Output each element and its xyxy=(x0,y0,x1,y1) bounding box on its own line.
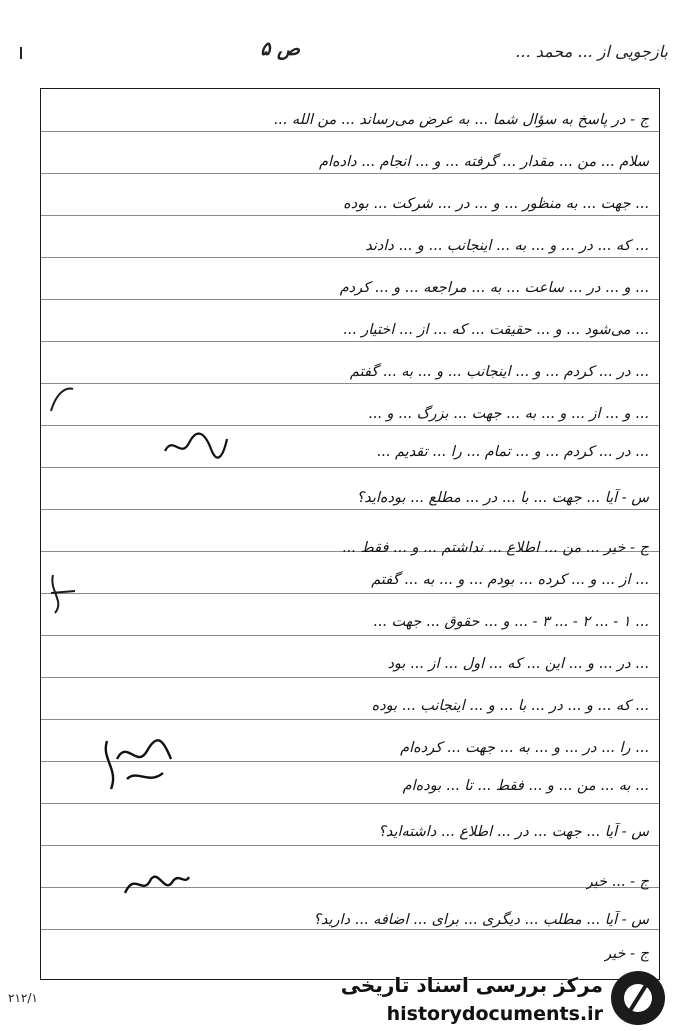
header-caption: بازجویی از ... محمد ... xyxy=(515,42,668,61)
ruled-line xyxy=(41,593,659,594)
handwritten-line: ... در ... کردم ... و ... تمام ... را ... تقدیم ... xyxy=(376,444,649,460)
archive-name: مرکز بررسی اسناد تاریخی xyxy=(340,973,603,997)
handwritten-line: س - آیا ... جهت ... در ... اطلاع ... داشته‌اید؟ xyxy=(378,824,649,840)
page-reference: ۲۱۲/۱ xyxy=(8,991,38,1005)
handwritten-line: ... که ... در ... و ... به ... اینجانب ... و ... دادند xyxy=(365,238,649,254)
ruled-line xyxy=(41,509,659,510)
ruled-line xyxy=(41,845,659,846)
signature xyxy=(161,429,231,463)
archive-logo xyxy=(611,971,665,1025)
ruled-line xyxy=(41,299,659,300)
handwritten-line: ... را ... در ... و ... به ... جهت ... کرده‌ام xyxy=(400,740,649,756)
handwritten-line: ... جهت ... به منظور ... و ... در ... شرکت ... بوده xyxy=(343,196,649,212)
ruled-line xyxy=(41,215,659,216)
handwritten-line: ... و ... در ... ساعت ... به ... مراجعه ... و ... کردم xyxy=(339,280,649,296)
handwritten-line: ... که ... و ... در ... با ... و ... اینجانب ... بوده xyxy=(371,698,649,714)
handwritten-line: ج - ... خیر xyxy=(585,874,649,890)
handwritten-line: سلام ... من ... مقدار ... گرفته ... و ... انجام ... داده‌ام xyxy=(319,154,649,170)
handwritten-line: ... می‌شود ... و ... حقیقت ... که ... از ... اختیار ... xyxy=(342,322,649,338)
handwritten-line: ... در ... کردم ... و ... اینجانب ... و ... به ... گفتم xyxy=(349,364,649,380)
ruled-line xyxy=(41,425,659,426)
ruled-line xyxy=(41,131,659,132)
handwritten-line: ... و ... از ... و ... به ... جهت ... بزرگ ... و ... xyxy=(368,406,649,422)
ruled-line xyxy=(41,803,659,804)
margin-mark xyxy=(47,571,79,615)
ruled-frame xyxy=(40,88,660,980)
document-header xyxy=(14,28,674,78)
handwritten-line: ج - در پاسخ به سؤال شما ... به عرض می‌رساند ... من الله ... xyxy=(273,112,649,128)
ruled-line xyxy=(41,173,659,174)
handwritten-line: ... ۱ - ... ۲ - ... ۳ - ... و ... حقوق ... جهت ... xyxy=(373,614,649,630)
header-page-number: ص ۵ xyxy=(260,38,300,60)
handwritten-line: ج - خیر ... من ... اطلاع ... نداشتم ... و ... فقط ... xyxy=(341,540,649,556)
signature xyxy=(97,729,177,799)
handwritten-line: ... به ... من ... و ... فقط ... تا ... بوده‌ام xyxy=(402,778,649,794)
signature xyxy=(121,867,191,903)
ruled-line xyxy=(41,929,659,930)
ruled-line xyxy=(41,341,659,342)
corner-mark xyxy=(16,46,26,60)
ruled-line xyxy=(41,677,659,678)
ruled-line xyxy=(41,467,659,468)
handwritten-line: س - آیا ... مطلب ... دیگری ... برای ... اضافه ... دارید؟ xyxy=(313,912,649,928)
ruled-line xyxy=(41,719,659,720)
handwritten-line: ... از ... و ... کرده ... بودم ... و ... به ... گفتم xyxy=(371,572,649,588)
ruled-line xyxy=(41,383,659,384)
handwritten-line: ... در ... و ... این ... که ... اول ... از ... بود xyxy=(387,656,649,672)
handwritten-line: ج - خیر xyxy=(604,946,649,962)
ruled-line xyxy=(41,257,659,258)
margin-mark xyxy=(47,381,77,421)
handwritten-line: س - آیا ... جهت ... با ... در ... مطلع ... بوده‌اید؟ xyxy=(356,490,649,506)
archive-url: historydocuments.ir xyxy=(386,1003,603,1025)
ruled-line xyxy=(41,635,659,636)
